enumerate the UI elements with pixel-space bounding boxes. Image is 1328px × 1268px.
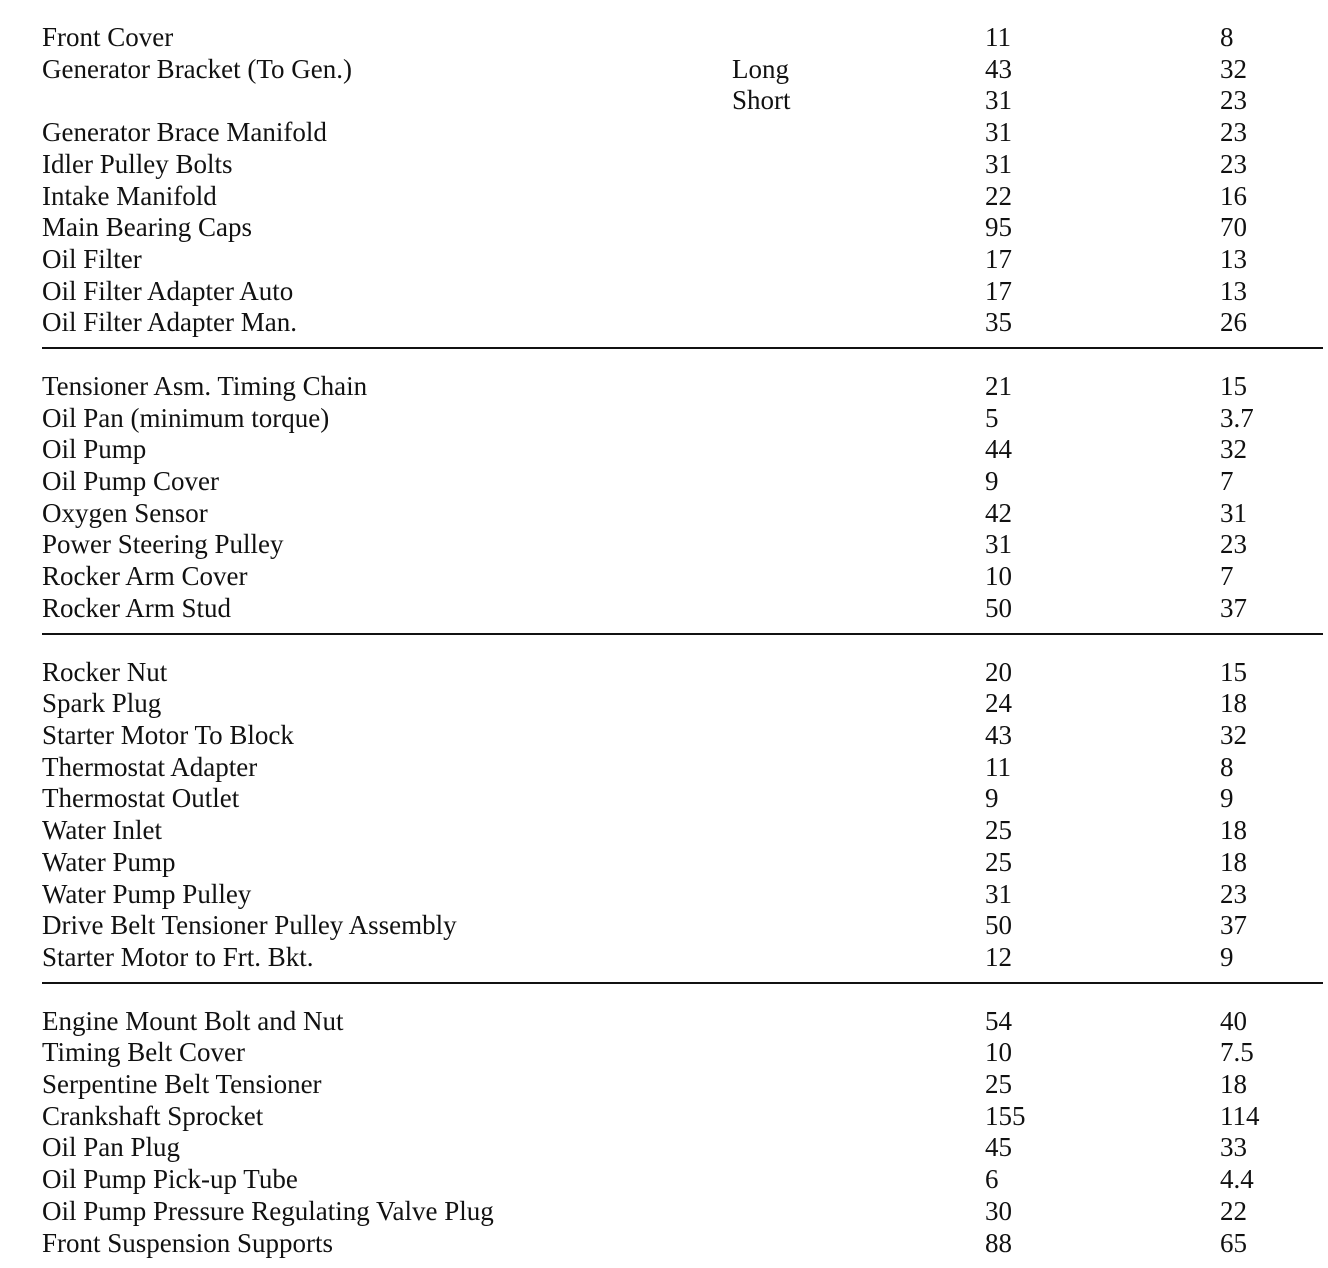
component-name: Rocker Arm Stud — [42, 593, 231, 623]
component-name: Oil Pump Pick-up Tube — [42, 1164, 298, 1194]
torque-lbft-value: 23 — [1220, 529, 1247, 559]
torque-lbft-value: 18 — [1220, 847, 1247, 877]
torque-lbft-value: 37 — [1220, 593, 1247, 623]
torque-nm-value: 31 — [985, 529, 1012, 559]
table-row — [0, 116, 1328, 148]
table-row — [0, 782, 1328, 814]
table-row — [0, 1005, 1328, 1037]
component-name: Power Steering Pulley — [42, 529, 284, 559]
torque-nm-value: 54 — [985, 1006, 1012, 1036]
component-name: Starter Motor to Frt. Bkt. — [42, 942, 314, 972]
component-name: Main Bearing Caps — [42, 212, 252, 242]
component-name: Crankshaft Sprocket — [42, 1101, 264, 1131]
component-name: Front Suspension Supports — [42, 1228, 334, 1258]
torque-lbft-value: 18 — [1220, 815, 1247, 845]
torque-nm-value: 42 — [985, 498, 1012, 528]
torque-nm-value: 11 — [985, 752, 1011, 782]
table-row — [0, 497, 1328, 529]
component-name: Starter Motor To Block — [42, 720, 294, 750]
torque-nm-value: 31 — [985, 879, 1012, 909]
torque-lbft-value: 37 — [1220, 910, 1247, 940]
table-row — [0, 465, 1328, 497]
component-name: Oil Filter — [42, 244, 142, 274]
section-divider — [42, 347, 1323, 349]
component-name: Idler Pulley Bolts — [42, 149, 233, 179]
table-row — [0, 814, 1328, 846]
component-name: Timing Belt Cover — [42, 1037, 246, 1067]
torque-nm-value: 31 — [985, 149, 1012, 179]
table-row — [0, 370, 1328, 402]
table-row — [0, 528, 1328, 560]
torque-nm-value: 11 — [985, 22, 1011, 52]
table-row — [0, 846, 1328, 878]
torque-lbft-value: 18 — [1220, 1069, 1247, 1099]
table-row — [0, 1068, 1328, 1100]
table-row — [0, 21, 1328, 53]
table-row — [0, 656, 1328, 688]
table-row — [0, 402, 1328, 434]
table-row — [0, 592, 1328, 624]
component-name: Oil Pump Cover — [42, 466, 220, 496]
component-name: Water Inlet — [42, 815, 163, 845]
torque-lbft-value: 7 — [1220, 466, 1234, 496]
torque-nm-value: 88 — [985, 1228, 1012, 1258]
torque-lbft-value: 23 — [1220, 117, 1247, 147]
torque-nm-value: 155 — [985, 1101, 1026, 1131]
component-name: Tensioner Asm. Timing Chain — [42, 371, 368, 401]
table-row — [0, 1100, 1328, 1132]
torque-nm-value: 9 — [985, 783, 999, 813]
component-name: Oil Filter Adapter Auto — [42, 276, 294, 306]
torque-lbft-value: 32 — [1220, 54, 1247, 84]
torque-lbft-value: 65 — [1220, 1228, 1247, 1258]
torque-nm-value: 43 — [985, 54, 1012, 84]
torque-nm-value: 22 — [985, 181, 1012, 211]
component-name: Intake Manifold — [42, 181, 217, 211]
component-variant: Long — [732, 54, 789, 84]
torque-nm-value: 31 — [985, 85, 1012, 115]
torque-lbft-value: 26 — [1220, 307, 1247, 337]
component-name: Engine Mount Bolt and Nut — [42, 1006, 344, 1036]
component-name: Spark Plug — [42, 688, 162, 718]
table-row — [0, 1131, 1328, 1163]
table-row — [0, 909, 1328, 941]
torque-lbft-value: 15 — [1220, 371, 1247, 401]
torque-lbft-value: 22 — [1220, 1196, 1247, 1226]
component-name: Front Cover — [42, 22, 174, 52]
component-name: Oil Pan Plug — [42, 1132, 181, 1162]
torque-lbft-value: 13 — [1220, 276, 1247, 306]
table-row — [0, 275, 1328, 307]
torque-lbft-value: 32 — [1220, 434, 1247, 464]
torque-nm-value: 45 — [985, 1132, 1012, 1162]
torque-lbft-value: 31 — [1220, 498, 1247, 528]
torque-lbft-value: 32 — [1220, 720, 1247, 750]
section-divider — [42, 982, 1323, 984]
torque-lbft-value: 33 — [1220, 1132, 1247, 1162]
torque-nm-value: 20 — [985, 657, 1012, 687]
torque-lbft-value: 23 — [1220, 879, 1247, 909]
torque-nm-value: 50 — [985, 910, 1012, 940]
torque-lbft-value: 9 — [1220, 942, 1234, 972]
section-divider — [42, 633, 1323, 635]
torque-lbft-value: 15 — [1220, 657, 1247, 687]
torque-nm-value: 95 — [985, 212, 1012, 242]
torque-lbft-value: 9 — [1220, 783, 1234, 813]
table-row — [0, 180, 1328, 212]
component-variant: Short — [732, 85, 791, 115]
torque-lbft-value: 114 — [1220, 1101, 1260, 1131]
component-name: Rocker Nut — [42, 657, 168, 687]
component-name: Drive Belt Tensioner Pulley Assembly — [42, 910, 457, 940]
torque-nm-value: 24 — [985, 688, 1012, 718]
component-name: Oil Filter Adapter Man. — [42, 307, 297, 337]
torque-nm-value: 6 — [985, 1164, 999, 1194]
table-row — [0, 878, 1328, 910]
torque-nm-value: 44 — [985, 434, 1012, 464]
torque-lbft-value: 7 — [1220, 561, 1234, 591]
component-name: Generator Bracket (To Gen.) — [42, 54, 352, 84]
table-row — [0, 211, 1328, 243]
table-row — [0, 148, 1328, 180]
table-row — [0, 306, 1328, 338]
component-name: Generator Brace Manifold — [42, 117, 327, 147]
component-name: Thermostat Outlet — [42, 783, 240, 813]
table-row — [0, 1195, 1328, 1227]
torque-nm-value: 25 — [985, 847, 1012, 877]
component-name: Serpentine Belt Tensioner — [42, 1069, 322, 1099]
table-row — [0, 84, 1328, 116]
table-row — [0, 1036, 1328, 1068]
torque-nm-value: 10 — [985, 561, 1012, 591]
component-name: Oil Pump — [42, 434, 147, 464]
table-row — [0, 687, 1328, 719]
torque-nm-value: 30 — [985, 1196, 1012, 1226]
component-name: Oil Pump Pressure Regulating Valve Plug — [42, 1196, 494, 1226]
component-name: Water Pump Pulley — [42, 879, 252, 909]
table-row — [0, 560, 1328, 592]
torque-lbft-value: 23 — [1220, 149, 1247, 179]
torque-lbft-value: 7.5 — [1220, 1037, 1254, 1067]
component-name: Rocker Arm Cover — [42, 561, 248, 591]
table-row — [0, 719, 1328, 751]
torque-lbft-value: 3.7 — [1220, 403, 1254, 433]
torque-lbft-value: 70 — [1220, 212, 1247, 242]
table-row — [0, 243, 1328, 275]
torque-nm-value: 50 — [985, 593, 1012, 623]
torque-lbft-value: 23 — [1220, 85, 1247, 115]
torque-nm-value: 21 — [985, 371, 1012, 401]
torque-nm-value: 25 — [985, 815, 1012, 845]
component-name: Thermostat Adapter — [42, 752, 258, 782]
table-row — [0, 941, 1328, 973]
component-name: Oil Pan (minimum torque) — [42, 403, 330, 433]
torque-nm-value: 12 — [985, 942, 1012, 972]
table-row — [0, 751, 1328, 783]
torque-nm-value: 5 — [985, 403, 999, 433]
torque-nm-value: 43 — [985, 720, 1012, 750]
torque-nm-value: 10 — [985, 1037, 1012, 1067]
component-name: Water Pump — [42, 847, 176, 877]
table-row — [0, 1163, 1328, 1195]
torque-lbft-value: 16 — [1220, 181, 1247, 211]
torque-nm-value: 17 — [985, 276, 1012, 306]
torque-nm-value: 17 — [985, 244, 1012, 274]
torque-nm-value: 31 — [985, 117, 1012, 147]
torque-lbft-value: 13 — [1220, 244, 1247, 274]
table-row — [0, 1227, 1328, 1259]
table-row — [0, 433, 1328, 465]
torque-lbft-value: 18 — [1220, 688, 1247, 718]
torque-lbft-value: 8 — [1220, 22, 1234, 52]
torque-lbft-value: 40 — [1220, 1006, 1247, 1036]
torque-lbft-value: 4.4 — [1220, 1164, 1254, 1194]
torque-nm-value: 9 — [985, 466, 999, 496]
torque-lbft-value: 8 — [1220, 752, 1234, 782]
component-name: Oxygen Sensor — [42, 498, 208, 528]
torque-nm-value: 25 — [985, 1069, 1012, 1099]
table-row — [0, 53, 1328, 85]
torque-nm-value: 35 — [985, 307, 1012, 337]
